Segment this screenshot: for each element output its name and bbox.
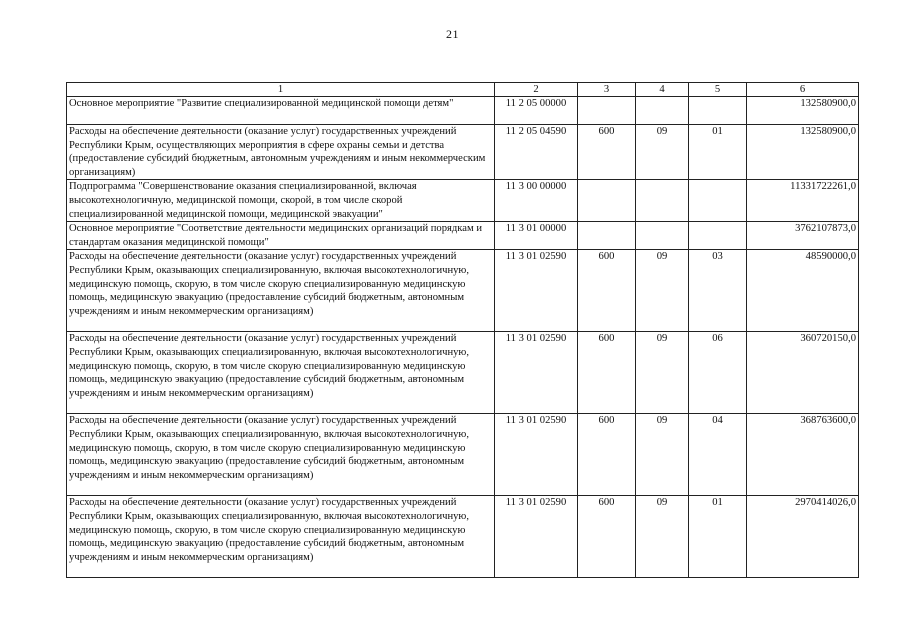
column-header-2: 2 bbox=[495, 83, 578, 97]
row-col4: 09 bbox=[636, 496, 689, 578]
row-name: Расходы на обеспечение деятельности (оказание услуг) государственных учреждений Республики Крым, оказывающих специализированную, включая высокотехнологичную, медицинскую помощь, скорую, в том числе скорую специализированную медицинскую помощь, медицинскую эвакуацию (предоставление субсидий бюджетным, автономным учреждениям и иным некоммерческим организациям) bbox=[67, 332, 495, 414]
row-amount: 2970414026,0 bbox=[747, 496, 859, 578]
row-code: 11 3 01 02590 bbox=[495, 250, 578, 332]
row-name: Расходы на обеспечение деятельности (оказание услуг) государственных учреждений Республики Крым, оказывающих специализированную, включая высокотехнологичную, медицинскую помощь, скорую, в том числе скорую специализированную медицинскую помощь, медицинскую эвакуацию (предоставление субсидий бюджетным, автономным учреждениям и иным некоммерческим организациям) bbox=[67, 250, 495, 332]
row-name: Расходы на обеспечение деятельности (оказание услуг) государственных учреждений Республики Крым, осуществляющих мероприятия в сфере охраны семьи и детства (предоставление субсидий бюджетным, автономным учреждениям и иным некоммерческим организациям) bbox=[67, 125, 495, 180]
row-amount: 3762107873,0 bbox=[747, 222, 859, 250]
column-header-6: 6 bbox=[747, 83, 859, 97]
row-col5 bbox=[689, 222, 747, 250]
row-col3 bbox=[578, 180, 636, 222]
row-amount: 132580900,0 bbox=[747, 97, 859, 125]
row-amount: 48590000,0 bbox=[747, 250, 859, 332]
column-header-1: 1 bbox=[67, 83, 495, 97]
row-code: 11 2 05 00000 bbox=[495, 97, 578, 125]
table-row bbox=[67, 222, 859, 250]
row-name: Расходы на обеспечение деятельности (оказание услуг) государственных учреждений Республики Крым, оказывающих специализированную, включая высокотехнологичную, медицинскую помощь, скорую, в том числе скорую специализированную медицинскую помощь, медицинскую эвакуацию (предоставление субсидий бюджетным, автономным учреждениям и иным некоммерческим организациям) bbox=[67, 496, 495, 578]
row-col4 bbox=[636, 222, 689, 250]
row-col3: 600 bbox=[578, 496, 636, 578]
row-code: 11 3 01 02590 bbox=[495, 496, 578, 578]
column-header-3: 3 bbox=[578, 83, 636, 97]
row-amount: 132580900,0 bbox=[747, 125, 859, 180]
table-row bbox=[67, 180, 859, 222]
row-col4 bbox=[636, 180, 689, 222]
row-amount: 11331722261,0 bbox=[747, 180, 859, 222]
table-row bbox=[67, 97, 859, 125]
row-col5 bbox=[689, 180, 747, 222]
row-amount: 368763600,0 bbox=[747, 414, 859, 496]
table-row bbox=[67, 250, 859, 332]
table-row bbox=[67, 332, 859, 414]
table-row bbox=[67, 125, 859, 180]
page-number: 21 bbox=[446, 27, 459, 41]
row-col5 bbox=[689, 97, 747, 125]
row-col5: 06 bbox=[689, 332, 747, 414]
row-name: Основное мероприятие "Развитие специализированной медицинской помощи детям" bbox=[67, 97, 495, 125]
row-code: 11 2 05 04590 bbox=[495, 125, 578, 180]
row-code: 11 3 01 02590 bbox=[495, 414, 578, 496]
row-col3: 600 bbox=[578, 332, 636, 414]
row-amount: 360720150,0 bbox=[747, 332, 859, 414]
row-col4 bbox=[636, 97, 689, 125]
table-header-row bbox=[67, 83, 859, 97]
row-col5: 01 bbox=[689, 496, 747, 578]
row-name: Основное мероприятие "Соответствие деятельности медицинских организаций порядкам и стандартам оказания медицинской помощи" bbox=[67, 222, 495, 250]
table-row bbox=[67, 496, 859, 578]
row-col5: 03 bbox=[689, 250, 747, 332]
row-code: 11 3 00 00000 bbox=[495, 180, 578, 222]
row-code: 11 3 01 02590 bbox=[495, 332, 578, 414]
row-name: Расходы на обеспечение деятельности (оказание услуг) государственных учреждений Республики Крым, оказывающих специализированную, включая высокотехнологичную, медицинскую помощь, скорую, в том числе скорую специализированную медицинскую помощь, медицинскую эвакуацию (предоставление субсидий бюджетным, автономным учреждениям и иным некоммерческим организациям) bbox=[67, 414, 495, 496]
row-name: Подпрограмма "Совершенствование оказания специализированной, включая высокотехнологичную, медицинской помощи, скорой, в том числе скорой специализированной медицинской помощи, медицинской эвакуации" bbox=[67, 180, 495, 222]
row-col4: 09 bbox=[636, 125, 689, 180]
row-col3: 600 bbox=[578, 250, 636, 332]
table-row bbox=[67, 414, 859, 496]
row-col3 bbox=[578, 222, 636, 250]
row-col5: 04 bbox=[689, 414, 747, 496]
row-code: 11 3 01 00000 bbox=[495, 222, 578, 250]
row-col5: 01 bbox=[689, 125, 747, 180]
row-col4: 09 bbox=[636, 332, 689, 414]
row-col4: 09 bbox=[636, 414, 689, 496]
row-col3: 600 bbox=[578, 125, 636, 180]
row-col3 bbox=[578, 97, 636, 125]
column-header-5: 5 bbox=[689, 83, 747, 97]
column-header-4: 4 bbox=[636, 83, 689, 97]
row-col3: 600 bbox=[578, 414, 636, 496]
row-col4: 09 bbox=[636, 250, 689, 332]
budget-table bbox=[66, 82, 859, 578]
